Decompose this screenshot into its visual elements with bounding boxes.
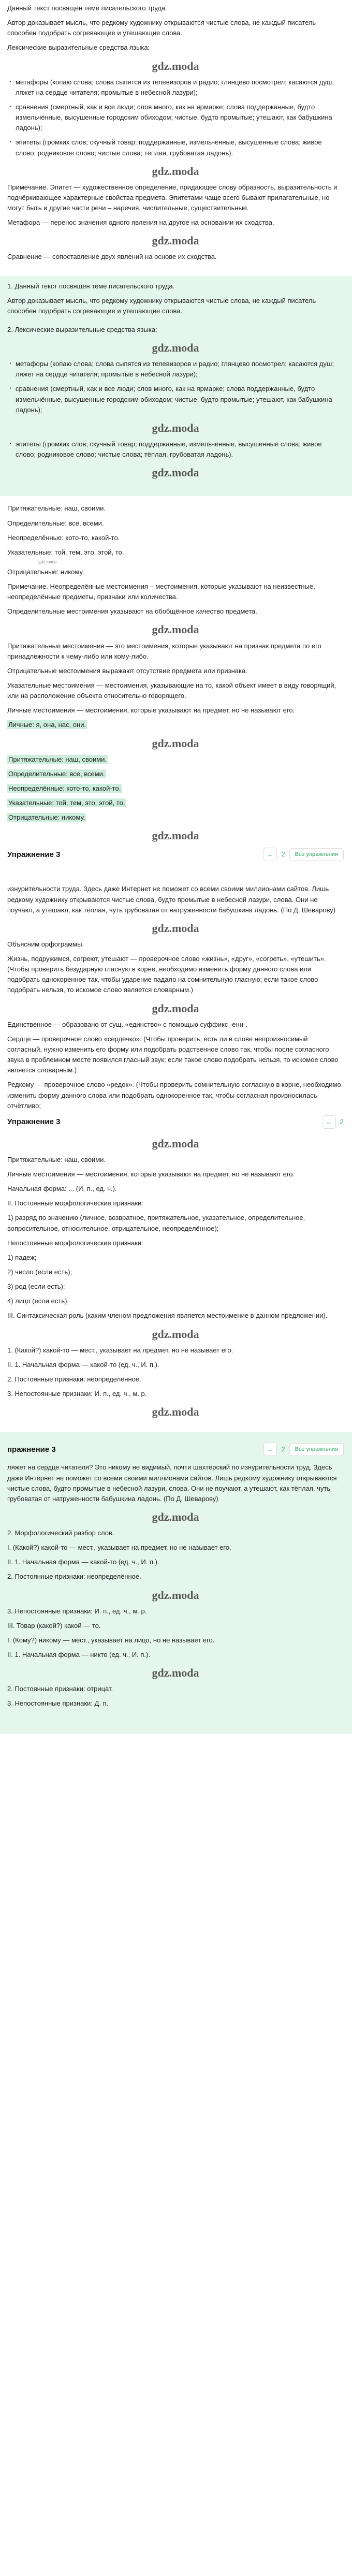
answer-block-4 [0, 877, 352, 1432]
text-line: Определительные: все, всеми. [7, 519, 104, 527]
text-line: Лексические выразительные средства языка: [7, 43, 150, 52]
text-line: 2. Постоянные признаки: неопределённое. [7, 1573, 141, 1581]
exercise-number: 2 [281, 850, 285, 858]
text-line: II. 1. Начальная форма — какой-то (ед. ч., И. п.). [7, 1360, 159, 1369]
answer-block-5 [0, 1432, 352, 1734]
text-line: Редкому — проверочное слово «редок». (Чтобы проверить сомнительную согласную в корне, необходимо изменить форму данного слова или подобрать однокоренное так, чтобы согласная произносилась отчётливо; [7, 1081, 341, 1110]
highlighted-text: Неопределённые: кото-то, какой-то. [8, 784, 121, 792]
text-line: III. Синтаксическая роль (каким членом предложения является местоимение в данном предложении). [7, 1312, 328, 1320]
watermark: gdz.moda [152, 1405, 199, 1419]
text-line: 3. Непостоянные признаки: И. п., ед. ч., м. р. [7, 1390, 147, 1398]
watermark: gdz.moda [152, 1666, 199, 1680]
text-line: Жизнь, подружимся, согреют, утешают — проверочное слово «жизнь», «друг», «согреть», «утешить». (Чтобы проверить безударную гласную в корне, необходимо изменить форму данного слова или подобрать однокоренное так, чтобы ударение падало на сомнительную гласную; если такое слово подобрать нельзя, то искомое слово является словарным.) [7, 955, 326, 994]
watermark: gdz.moda [152, 623, 199, 636]
list-item: · сравнения (смертный, как и все люди; слов много, как на ярмарке; слова поддержанные, будто измельчённые, высушенные городским обиходом; чистые, будто промытые; утешают, как бабушкина ладонь); [7, 384, 344, 415]
watermark: gdz.moda [152, 1327, 199, 1341]
highlighted-text: Притяжательные: наш, своими. [8, 755, 107, 763]
exercise-header [7, 1115, 344, 1129]
text-line: III. Товар (какой?) какой — то. [7, 1621, 101, 1629]
list-item: · сравнения (смертный, как и все люди; слов много, как на ярмарке; слова поддержанные, будто измельчённые, высушенные городским обиходом; чистые, будто промытые; утешают, как бабушкина ладонь); [7, 102, 344, 133]
text-line: 2. Лексические выразительные средства языка: [7, 325, 157, 333]
watermark: gdz.moda [152, 341, 199, 355]
text-line: Примечание. Эпитет — художественное определение, придающее слову образность, выразительность и подчёркивающее характерные свойства предмета. Эпитетами чаще всего бывают прилагательные, но могут быть и другие части речи – наречия, числительные, существительные. [7, 183, 338, 212]
text-line: Притяжательные: наш, своими. [7, 1155, 106, 1163]
text-line: I. (Какой?) какой-то — мест., указывает на предмет, но не называет его. [7, 1544, 231, 1552]
text-line: Отрицательные местоимения выражают отсутствие предмета или признака. [7, 666, 247, 675]
text-line: 2. Постоянные признаки: неопределённое. [7, 1375, 141, 1383]
highlighted-text: Личные: я, она, нас, они. [8, 721, 86, 729]
highlighted-text: Определительные: все, всеми. [8, 769, 105, 778]
answer-block-2 [0, 276, 352, 497]
highlighted-text: Отрицательные: никому. [8, 813, 85, 822]
text-line: 2. Постоянные признаки: отрицат. [7, 1685, 113, 1693]
text-line: Неопределённые: кото-то, какой-то. [7, 533, 120, 542]
text-line: Притяжательные: наш, своими. [7, 504, 106, 513]
text-line: Непостоянные морфологические признаки: [7, 1239, 143, 1247]
list-item: · эпитеты (громких слов; скучный товар; поддержанные, измельчённые, высушенные слова; живое слово; родниковое слово; чистые слова; тёплая, грубоватая ладонь). [7, 137, 344, 158]
watermark: gdz.moda [152, 234, 199, 248]
exercise-number: 2 [281, 1445, 285, 1453]
prev-arrow-icon[interactable]: ← [322, 1115, 336, 1129]
text-line: 3. Непостоянные признаки: Д. п. [7, 1699, 109, 1708]
text-line: Сердце — проверочное слово «сердечко». (Чтобы проверить, есть ли в слове непроизносимый согласный, нужно изменить его форму или подобрать родственное слово так, чтобы после согласного звука в проблемном месте появился гласный звук; если такое слово подобрать нельзя, то искомое слово является словарным.) [7, 1035, 339, 1074]
watermark: gdz.moda [152, 164, 199, 178]
text-line: Примечание. Неопределённые местоимения – местоимения, которые указывают на неизвестные, неопределённые предметы, признаки или количества. [7, 583, 315, 601]
text-line: 1) падеж; [7, 1253, 37, 1261]
exercise-number: 2 [340, 1117, 344, 1126]
text-line: 1. (Какой?) какой-то — мест., указывает на предмет, но не называет его. [7, 1346, 233, 1354]
text-line: Личные местоимения — местоимения, которые указывают на предмет, но не называют его. [7, 1170, 295, 1178]
text-line: ляжет на сердце читателя? Это никому не видимый, почти шахтёрский по изнурительности труд. Здесь даже Интернет не поможет со всеми своими миллионами сайтов. Лишь редкому художнику открываются чистые слова, будто промытые в небесной лазури, слова. Они не поучают, а утешают, как тёплая, чуть грубоватая от натруженности бабушкина ладонь. (По Д. Шеварову) [7, 1463, 337, 1503]
text-line: 2) число (если есть); [7, 1268, 72, 1276]
answer-block-3 [0, 496, 352, 877]
watermark: gdz.moda [152, 736, 199, 750]
exercise-title: Упражнение 3 [7, 850, 61, 859]
text-line: Отрицательные: никому. [7, 567, 84, 576]
text-line: изнурительности труда. Здесь даже Интернет не поможет со всеми своими миллионами сайтов. Лишь редкому художнику открываются чистые слова, будто промытые в небесной лазури, слова. Они не поучают, а утешают, как тёплая, чуть грубоватая от натруженности бабушкина ладонь. (По Д. Шеварову) [7, 885, 336, 914]
text-line: 3. Непостоянные признаки: И. п., ед. ч., м. р. [7, 1607, 147, 1615]
watermark: gdz.moda [152, 466, 199, 479]
list-item: · метафоры (копаю слова; слова сыпятся из телевизоров и радио; глянцево посмотрел; касаются душ; ляжет на сердце читателя; промытые в небесной лазури); [7, 77, 344, 98]
text-line: Притяжательные местоимения — это местоимения, которые указывают на признак предмета по его принадлежности к чему-либо или кому-либо. [7, 642, 321, 660]
all-exercises-button[interactable]: Все упражнения [289, 1443, 344, 1456]
text-line: Автор доказывает мысль, что редкому художнику открываются чистые слова, не каждый писатель способен подобрать согревающие и утешающие слова. [7, 296, 316, 315]
watermark: gdz.moda [152, 421, 199, 434]
text-line: Единственное — образовано от сущ. «единство» с помощью суффикс -енн-. [7, 1020, 247, 1028]
prev-arrow-icon[interactable]: ← [263, 848, 277, 861]
exercise-header [7, 848, 344, 861]
watermark: gdz.moda [152, 921, 199, 935]
text-line: Указательные местоимения — местоимения, указывающие на то, какой объект имеет в виду говорящий, или на расположение объекта относительно говорящего. [7, 681, 336, 700]
text-line: 1) разряд по значению (личное, возвратное, притяжательное, указательное, определительное, вопросительное, относительное, отрицательное, неопределённое); [7, 1214, 305, 1232]
watermark: gdz.moda [152, 829, 199, 842]
text-line: Данный текст посвящён теме писательского труда. [7, 4, 167, 12]
text-line: Сравнение — сопоставление двух явлений на основе их сходства. [7, 253, 217, 261]
exercise-header [7, 1443, 344, 1456]
exercise-title: пражнение 3 [7, 1445, 56, 1454]
text-line: Автор доказывает мысль, что редкому художнику открываются чистые слова, не каждый писатель способен подобрать согревающие и утешающие слова. [7, 19, 316, 37]
exercise-title: Упражнение 3 [7, 1117, 61, 1127]
text-line: Объясним орфограммы. [7, 940, 84, 948]
exercise-pager [263, 1443, 344, 1456]
list-item: · эпитеты (громких слов; скучный товар; поддержанные, измельчённые, высушенные слова; живое слово; родниковое слово; чистые слова; тёплая, грубоватая ладонь). [7, 439, 344, 460]
text-line: 4) лицо (если есть). [7, 1297, 69, 1305]
watermark: gdz.moda [152, 1510, 199, 1523]
text-line: I. (Кому?) никому — мест., указывает на лицо, но не называет его. [7, 1636, 215, 1644]
answer-block-1 [0, 0, 352, 276]
text-line: Указательные: той, тем, это, этой, то. [7, 548, 124, 556]
watermark: gdz.moda [152, 1588, 199, 1602]
watermark: gdz.moda [152, 1001, 199, 1015]
text-line: Личные местоимения — местоимения, которые указывают на предмет, но не называют его. [7, 706, 295, 715]
list-item: · метафоры (копаю слова; слова сыпятся из телевизоров и радио; глянцево посмотрел; касаются душ; ляжет на сердце читателя; промытые в небесной лазури); [7, 359, 344, 380]
watermark: gdz.moda [152, 1137, 199, 1150]
highlighted-text: Указательные: той, тем, это, этой, то. [8, 799, 125, 807]
all-exercises-button[interactable]: Все упражнения [289, 848, 344, 861]
text-line: II. Постоянные морфологические признаки: [7, 1199, 143, 1207]
text-line: Определительные местоимения указывают на обобщённое качество предмета. [7, 607, 257, 616]
text-line: 1. Данный текст посвящён теме писательского труда. [7, 282, 175, 290]
exercise-pager [263, 848, 344, 861]
prev-arrow-icon[interactable]: ← [263, 1443, 277, 1456]
watermark-small: gdz.moda [38, 559, 57, 564]
text-line: II. 1. Начальная форма — какой-то (ед. ч., И. п.). [7, 1558, 159, 1566]
text-line: 2. Морфологический разбор слов. [7, 1529, 114, 1537]
watermark: gdz.moda [152, 59, 199, 72]
text-line: II. 1. Начальная форма — никто (ед. ч., И. п.). [7, 1651, 150, 1659]
exercise-pager [322, 1115, 344, 1129]
text-line: Метафора — перенос значения одного явления на другое на основании их сходства. [7, 219, 274, 227]
text-line: 3) род (если есть); [7, 1283, 65, 1291]
text-line: Начальная форма: ... (И. п., ед. ч.). [7, 1185, 117, 1193]
